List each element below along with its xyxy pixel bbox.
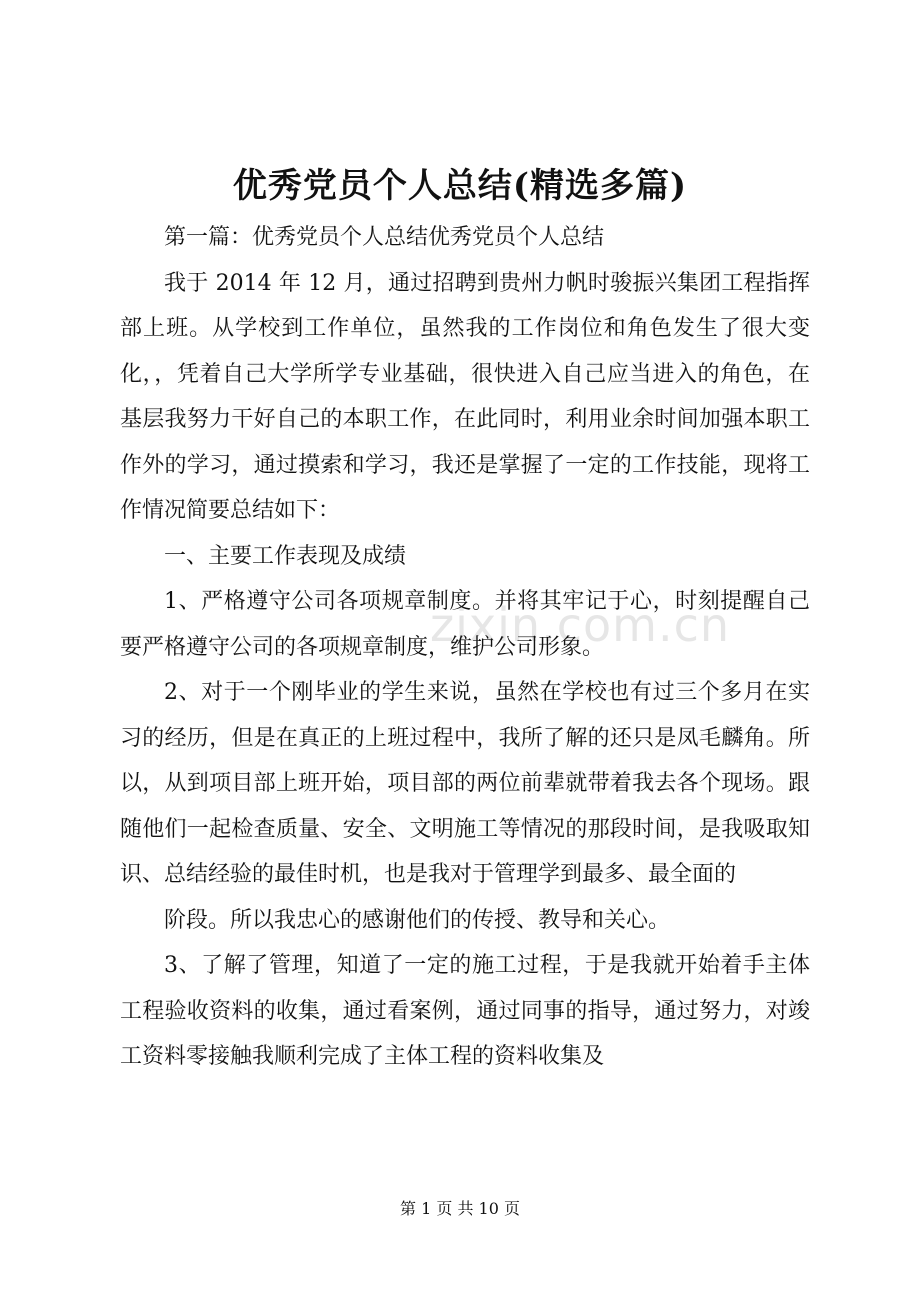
paragraph-section-heading: 第一篇：优秀党员个人总结优秀党员个人总结 bbox=[164, 225, 605, 250]
page-footer: 第 1 页 共 10 页 bbox=[400, 1199, 520, 1218]
watermark: zixin.com.cn bbox=[430, 598, 731, 652]
paragraph-item-2: 2、对于一个刚毕业的学生来说，虽然在学校也有过三个多月在实习的经历，但是在真正的上班过程中，我所了解的还只是凤毛麟角。所以，从到项目部上班开始，项目部的两位前辈就带着我去各个现场。跟随他们一起检查质量、安全、文明施工等情况的那段时间，是我吸取知识、总结经验的最佳时机，也是我对于管理学到最多、最全面的 bbox=[120, 680, 810, 887]
document-body bbox=[120, 215, 810, 1080]
paragraph-item-2-continued: 阶段。所以我忠心的感谢他们的传授、教导和关心。 bbox=[164, 907, 671, 933]
paragraph-heading-main-work: 一、主要工作表现及成绩 bbox=[164, 543, 407, 569]
paragraph-intro: 我于 2014 年 12 月，通过招聘到贵州力帆时骏振兴集团工程指挥部上班。从学校到工作单位，虽然我的工作岗位和角色发生了很大变化，，凭着自己大学所学专业基础，很快进入自己应当进入的角色，在基层我努力干好自己的本职工作，在此同时，利用业余时间加强本职工作外的学习，通过摸索和学习，我还是掌握了一定的工作技能，现将工作情况简要总结如下： bbox=[120, 270, 810, 523]
paragraph-item-3: 3、了解了管理，知道了一定的施工过程，于是我就开始着手主体工程验收资料的收集，通过看案例，通过同事的指导，通过努力，对竣工资料零接触我顺利完成了主体工程的资料收集及 bbox=[120, 953, 810, 1069]
document-title: 优秀党员个人总结(精选多篇) bbox=[232, 166, 688, 206]
paragraph-item-1: 1、严格遵守公司各项规章制度。并将其牢记于心，时刻提醒自己要严格遵守公司的各项规章制度，维护公司形象。 bbox=[120, 589, 810, 660]
